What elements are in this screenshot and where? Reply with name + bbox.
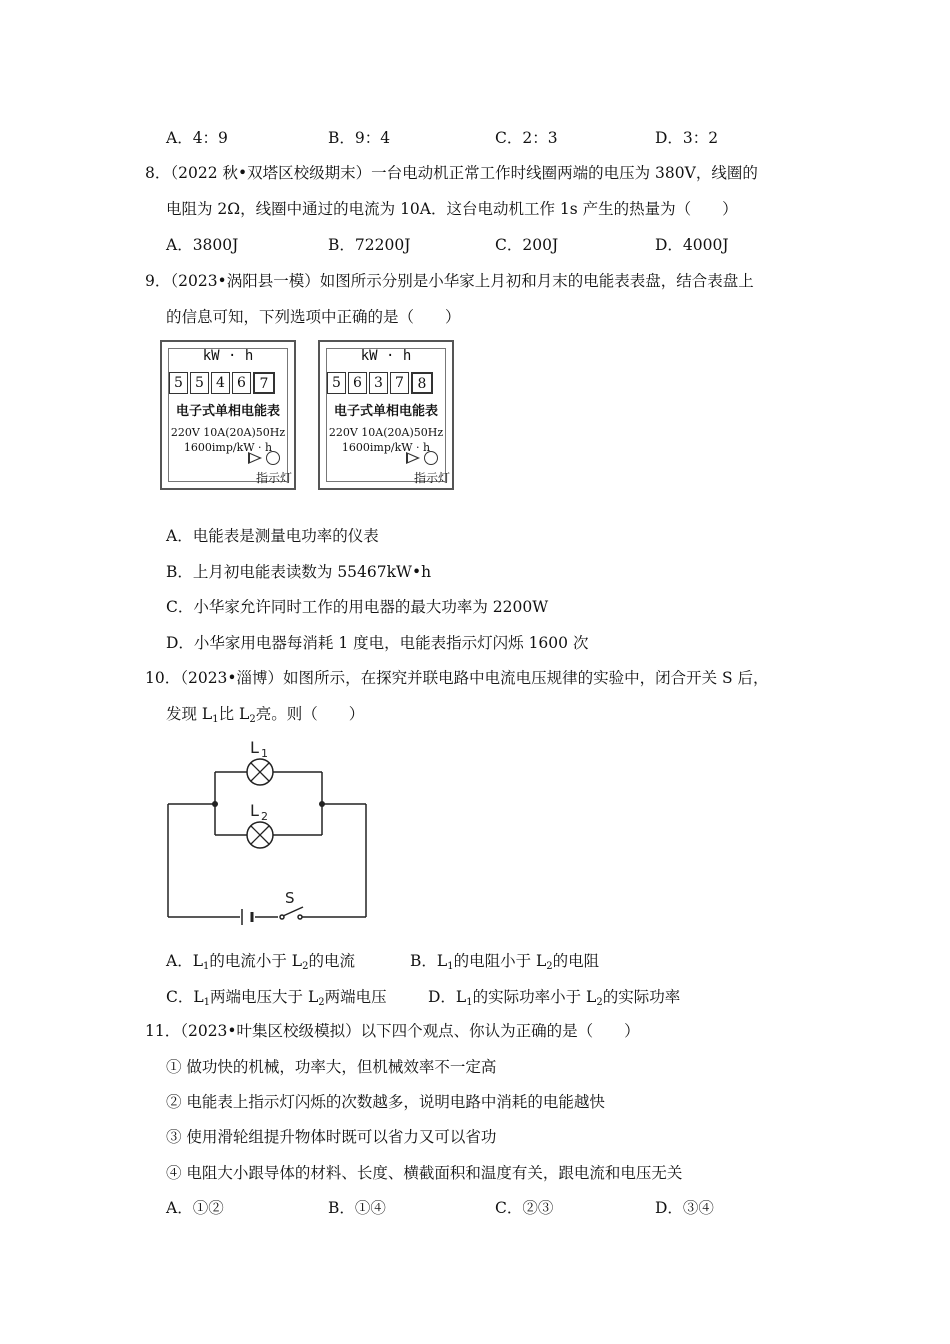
meter-spec-rating: 220V 10A(20A)50Hz (170, 426, 286, 439)
meter-digit: 4 (211, 372, 230, 394)
q8-stem-line2: 电阻为 2Ω，线圈中通过的电流为 10A．这台电动机工作 1s 产生的热量为（ ） (166, 200, 738, 218)
q9-stem-line1: 9．（2023•涡阳县一模）如图所示分别是小华家上月初和月末的电能表表盘，结合表盘上 (145, 272, 754, 290)
meter-start-of-month (160, 340, 296, 490)
q10-option-a (166, 950, 355, 978)
indicator-light-icon (424, 451, 438, 465)
q11-option-b: B．①④ (328, 1199, 386, 1217)
subscript: 1 (212, 714, 219, 725)
subscript: 1 (203, 997, 211, 1008)
label-l2: L (250, 801, 259, 820)
q10-option-text: D．L (428, 988, 467, 1006)
meter-name: 电子式单相电能表 (333, 404, 438, 419)
meter-spec-constant: 1600imp/kW · h (341, 441, 431, 454)
subscript: 1 (466, 997, 473, 1008)
meter-end-of-month (318, 340, 454, 490)
q10-text: 亮。则（ ） (255, 705, 365, 723)
q11-stem: 11．（2023•叶集区校级模拟）以下四个观点、你认为正确的是（ ） (145, 1022, 640, 1040)
q8-option-a: A．3800J (166, 236, 239, 254)
label-l1-sub: 1 (261, 747, 268, 760)
q7-option-c: C．2：3 (495, 129, 558, 147)
q11-statement-4: ④ 电阻大小跟导体的材料、长度、横截面积和温度有关，跟电流和电压无关 (166, 1164, 683, 1182)
meter-digit-decimal: 7 (253, 372, 275, 394)
q10-text: 比 L (218, 705, 250, 723)
meter-unit: kW · h (202, 348, 254, 364)
q10-option-text: C．L (166, 988, 204, 1006)
q9-option-a: A．电能表是测量电功率的仪表 (166, 527, 379, 545)
q9-option-c: C．小华家允许同时工作的用电器的最大功率为 2200W (166, 598, 549, 616)
q9-stem-line2: 的信息可知，下列选项中正确的是（ ） (166, 308, 461, 326)
meter-spec-constant: 1600imp/kW · h (183, 441, 273, 454)
subscript: 2 (302, 961, 309, 972)
indicator-arrow-icon (406, 452, 420, 464)
meter-digit: 6 (232, 372, 251, 394)
q11-statement-2: ② 电能表上指示灯闪烁的次数越多，说明电路中消耗的电能越快 (166, 1093, 605, 1111)
q10-option-text: 的电阻小于 L (453, 952, 547, 970)
q11-statement-1: ① 做功快的机械，功率大，但机械效率不一定高 (166, 1058, 497, 1076)
meter-spec-rating: 220V 10A(20A)50Hz (328, 426, 444, 439)
meter-name: 电子式单相电能表 (175, 404, 280, 419)
indicator-label: 指示灯 (413, 471, 450, 485)
q7-option-d: D．3：2 (655, 129, 719, 147)
q10-option-text: 两端电压 (324, 988, 387, 1006)
q10-option-text: 两端电压大于 L (210, 988, 319, 1006)
meter-digit: 7 (390, 372, 409, 394)
meter-digit: 3 (369, 372, 388, 394)
q11-statement-3: ③ 使用滑轮组提升物体时既可以省力又可以省功 (166, 1128, 497, 1146)
q8-option-b: B．72200J (328, 236, 411, 254)
label-switch: S (285, 889, 295, 907)
meter-digits (169, 372, 275, 394)
meter-unit: kW · h (360, 348, 412, 364)
q10-stem-line1: 10．（2023•淄博）如图所示，在探究并联电路中电流电压规律的实验中，闭合开关 S 后， (145, 669, 769, 687)
q11-option-d: D．③④ (655, 1199, 714, 1217)
q10-stem-line2 (166, 703, 364, 731)
label-l1: L (250, 738, 259, 757)
subscript: 1 (447, 961, 454, 972)
q11-option-a: A．①② (166, 1199, 224, 1217)
q10-option-text: 的电阻 (552, 952, 600, 970)
q10-text: 发现 L (166, 705, 213, 723)
meter-digits (327, 372, 433, 394)
q10-option-c (166, 986, 387, 1014)
meter-digit: 5 (190, 372, 209, 394)
subscript: 2 (249, 714, 256, 725)
q10-option-text: 的实际功率小于 L (472, 988, 597, 1006)
q10-option-text: B．L (410, 952, 448, 970)
q9-option-d: D．小华家用电器每消耗 1 度电，电能表指示灯闪烁 1600 次 (166, 634, 589, 652)
q10-option-text: 的电流小于 L (209, 952, 303, 970)
subscript: 2 (318, 997, 325, 1008)
q10-option-text: A．L (166, 952, 203, 970)
q8-option-c: C．200J (495, 236, 559, 254)
parallel-circuit-diagram (160, 735, 380, 930)
q8-option-d: D．4000J (655, 236, 729, 254)
subscript: 1 (203, 961, 210, 972)
q9-option-b: B．上月初电能表读数为 55467kW•h (166, 563, 432, 581)
q10-option-text: 的电流 (308, 952, 355, 970)
indicator-light-icon (266, 451, 280, 465)
subscript: 2 (596, 997, 603, 1008)
q7-option-b: B．9：4 (328, 129, 391, 147)
indicator-arrow-icon (248, 452, 262, 464)
meter-digit: 6 (348, 372, 367, 394)
subscript: 2 (546, 961, 553, 972)
meter-digit: 5 (327, 372, 346, 394)
label-l2-sub: 2 (261, 810, 268, 823)
q11-option-c: C．②③ (495, 1199, 554, 1217)
q10-option-d (428, 986, 680, 1014)
q7-option-a: A．4：9 (166, 129, 228, 147)
q10-option-b (410, 950, 599, 978)
q10-option-text: 的实际功率 (602, 988, 681, 1006)
meter-digit: 5 (169, 372, 188, 394)
q8-stem-line1: 8．（2022 秋•双塔区校级期末）一台电动机正常工作时线圈两端的电压为 380V，线圈的 (145, 164, 758, 182)
meter-digit-decimal: 8 (411, 372, 433, 394)
indicator-label: 指示灯 (255, 471, 292, 485)
